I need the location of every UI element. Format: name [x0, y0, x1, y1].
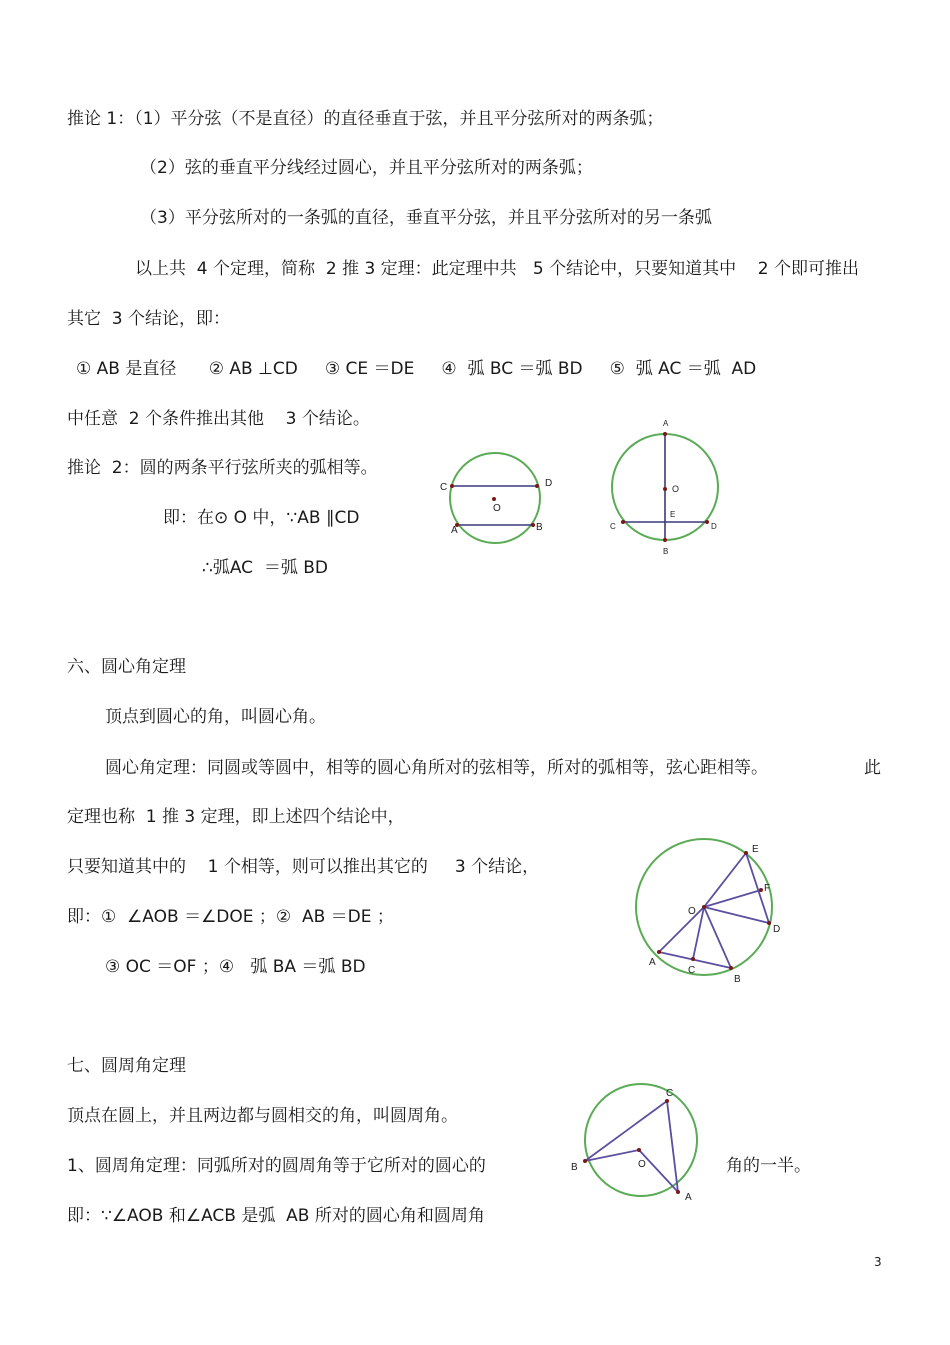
text-line-21: 即：∵∠AOB 和∠ACB 是弧 AB 所对的圆心角和圆周角: [67, 1206, 485, 1226]
label-o: O: [638, 1159, 646, 1170]
point-b: [583, 1159, 587, 1163]
circle: [585, 1084, 697, 1196]
point-f: [759, 888, 763, 892]
label-e: E: [752, 844, 759, 855]
text-line-14: 定理也称 1 推 3 定理，即上述四个结论中，: [67, 807, 405, 827]
point-b: [729, 966, 733, 970]
label-o: O: [688, 906, 696, 917]
point-o: [663, 487, 667, 491]
text-line-16: 即：① ∠AOB ＝∠DOE ；② AB ＝DE ；: [67, 907, 394, 927]
text-line-3: （3）平分弦所对的一条弧的直径，垂直平分弦，并且平分弦所对的另一条弧: [140, 208, 712, 228]
label-d: D: [545, 478, 553, 489]
text-line-5: 其它 3 个结论，即：: [67, 309, 231, 329]
label-c: C: [440, 482, 448, 493]
text-line-13: 圆心角定理：同圆或等圆中，相等的圆心角所对的弦相等，所对的弧相等，弦心距相等。: [105, 758, 768, 778]
label-d: D: [711, 522, 717, 531]
text-line-7: 中任意 2 个条件推出其他 3 个结论。: [67, 409, 370, 429]
segment-oe: [704, 853, 746, 907]
point-o: [637, 1148, 641, 1152]
point-a: [663, 432, 667, 436]
label-a: A: [649, 957, 656, 968]
label-c: C: [666, 1088, 674, 1099]
point-b: [663, 538, 667, 542]
section-heading-7: 七、圆周角定理: [67, 1056, 186, 1076]
label-a: A: [663, 419, 669, 428]
point-c: [665, 1099, 669, 1103]
figure-perpendicular-diameter: [605, 415, 735, 560]
text-line-9: 即：在⊙ O 中，∵AB ∥CD: [163, 508, 360, 528]
label-b: B: [571, 1162, 578, 1173]
text-line-19: 顶点在圆上，并且两边都与圆相交的角，叫圆周角。: [67, 1106, 458, 1126]
text-line-20: 1、圆周角定理：同弧所对的圆周角等于它所对的圆心的: [67, 1156, 486, 1176]
point-d: [767, 921, 771, 925]
label-o: O: [493, 503, 501, 514]
text-line-1: 推论 1：（1）平分弦（不是直径）的直径垂直于弦，并且平分弦所对的两条弧；: [67, 109, 664, 129]
text-line-2: （2）弦的垂直平分线经过圆心，并且平分弦所对的两条弧；: [140, 158, 593, 178]
label-a: A: [451, 525, 458, 536]
point-a: [657, 950, 661, 954]
segment-oa: [659, 907, 704, 952]
label-b: B: [734, 974, 741, 985]
figure-inscribed-angle: [565, 1083, 705, 1208]
label-d: D: [773, 924, 781, 935]
text-line-13b: 此: [864, 758, 881, 778]
point-a: [676, 1190, 680, 1194]
label-c: C: [688, 965, 696, 976]
text-line-15: 只要知道其中的 1 个相等，则可以推出其它的 3 个结论，: [67, 857, 540, 877]
label-a: A: [685, 1192, 692, 1203]
label-f: F: [764, 883, 771, 894]
text-line-6: ① AB 是直径 ② AB ⊥CD ③ CE ＝DE ④ 弧 BC ＝弧 BD ⑤ 弧 AC ＝弧 AD: [76, 359, 757, 379]
label-b: B: [663, 547, 669, 556]
point-o: [702, 905, 706, 909]
figure-central-angle: [630, 835, 790, 995]
text-line-12: 顶点到圆心的角，叫圆心角。: [105, 707, 326, 727]
segment-oa: [639, 1150, 678, 1192]
point-c: [450, 484, 454, 488]
section-heading-6: 六、圆心角定理: [67, 657, 186, 677]
point-c: [621, 520, 625, 524]
point-c: [691, 957, 695, 961]
text-line-10: ∴弧AC ＝弧 BD: [202, 558, 328, 578]
segment-ob: [704, 907, 731, 968]
page-number: 3: [874, 1255, 882, 1269]
point-o: [492, 497, 496, 501]
point-e: [744, 851, 748, 855]
point-b: [531, 523, 535, 527]
segment-od: [704, 907, 769, 923]
point-d: [705, 520, 709, 524]
text-line-17: ③ OC ＝OF ；④ 弧 BA ＝弧 BD: [105, 957, 366, 977]
segment-ca: [667, 1101, 678, 1192]
label-b: B: [536, 522, 543, 533]
point-d: [535, 484, 539, 488]
figure-parallel-chords: [430, 445, 560, 555]
label-e: E: [670, 510, 676, 519]
segment-of: [704, 890, 761, 907]
text-line-4: 以上共 4 个定理，简称 2 推 3 定理：此定理中共 5 个结论中，只要知道其中 2 个即可推出: [135, 259, 859, 279]
text-line-20b: 角的一半。: [726, 1156, 811, 1176]
text-line-8: 推论 2：圆的两条平行弦所夹的弧相等。: [67, 458, 378, 478]
label-c: C: [610, 522, 616, 531]
label-o: O: [672, 484, 680, 494]
